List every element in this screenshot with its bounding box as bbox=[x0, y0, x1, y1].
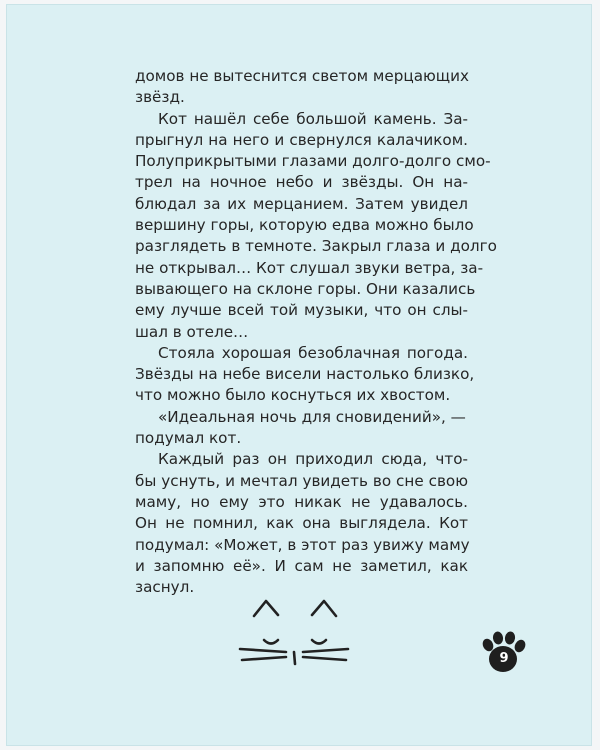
text-line: трел на ночное небо и звёзды. Он на- bbox=[135, 173, 468, 192]
text-line: вершину горы, которую едва можно было bbox=[135, 216, 474, 235]
text-line: что можно было коснуться их хвостом. bbox=[135, 386, 451, 405]
text-line: Звёзды на небе висели настолько близко, bbox=[135, 365, 475, 384]
text-line: прыгнул на него и свернулся калачиком. bbox=[135, 130, 468, 149]
text-line: подумал кот. bbox=[135, 429, 242, 448]
text-line: заснул. bbox=[135, 578, 195, 597]
text-line: вывающего на склоне горы. Они казались bbox=[135, 279, 476, 298]
text-line: блюдал за их мерцанием. Затем увидел bbox=[135, 194, 468, 213]
text-line: Кот нашёл себе большой камень. За- bbox=[158, 109, 468, 128]
text-line: домов не вытеснится светом мерцающих bbox=[135, 67, 469, 85]
text-line: и запомню её». И сам не заметил, как bbox=[135, 556, 468, 575]
text-line: ему лучше всей той музыки, что он слы- bbox=[135, 301, 468, 320]
text-line: Стояла хорошая безоблачная погода. bbox=[158, 343, 468, 362]
book-page bbox=[6, 4, 592, 746]
text-line: звёзд. bbox=[135, 88, 185, 107]
text-line: Каждый раз он приходил сюда, что- bbox=[158, 450, 468, 469]
text-line: Он не помнил, как она выглядела. Кот bbox=[135, 514, 468, 533]
text-line: Полуприкрытыми глазами долго-долго смо- bbox=[135, 152, 491, 171]
text-line: не открывал… Кот слушал звуки ветра, за- bbox=[135, 258, 484, 277]
text-line: «Идеальная ночь для сновидений», — bbox=[158, 407, 466, 426]
text-line: подумал: «Может, в этот раз увижу маму bbox=[135, 535, 470, 554]
page-number: 9 bbox=[499, 651, 509, 666]
text-line: бы уснуть, и мечтал увидеть во сне свою bbox=[135, 471, 468, 490]
text-line: разглядеть в темноте. Закрыл глаза и долго bbox=[135, 237, 497, 256]
page-text bbox=[135, 66, 497, 598]
text-line: маму, но ему это никак не удавалось. bbox=[135, 492, 468, 511]
text-line: шал в отеле… bbox=[135, 322, 249, 341]
sleeping-cat-icon bbox=[234, 592, 374, 672]
